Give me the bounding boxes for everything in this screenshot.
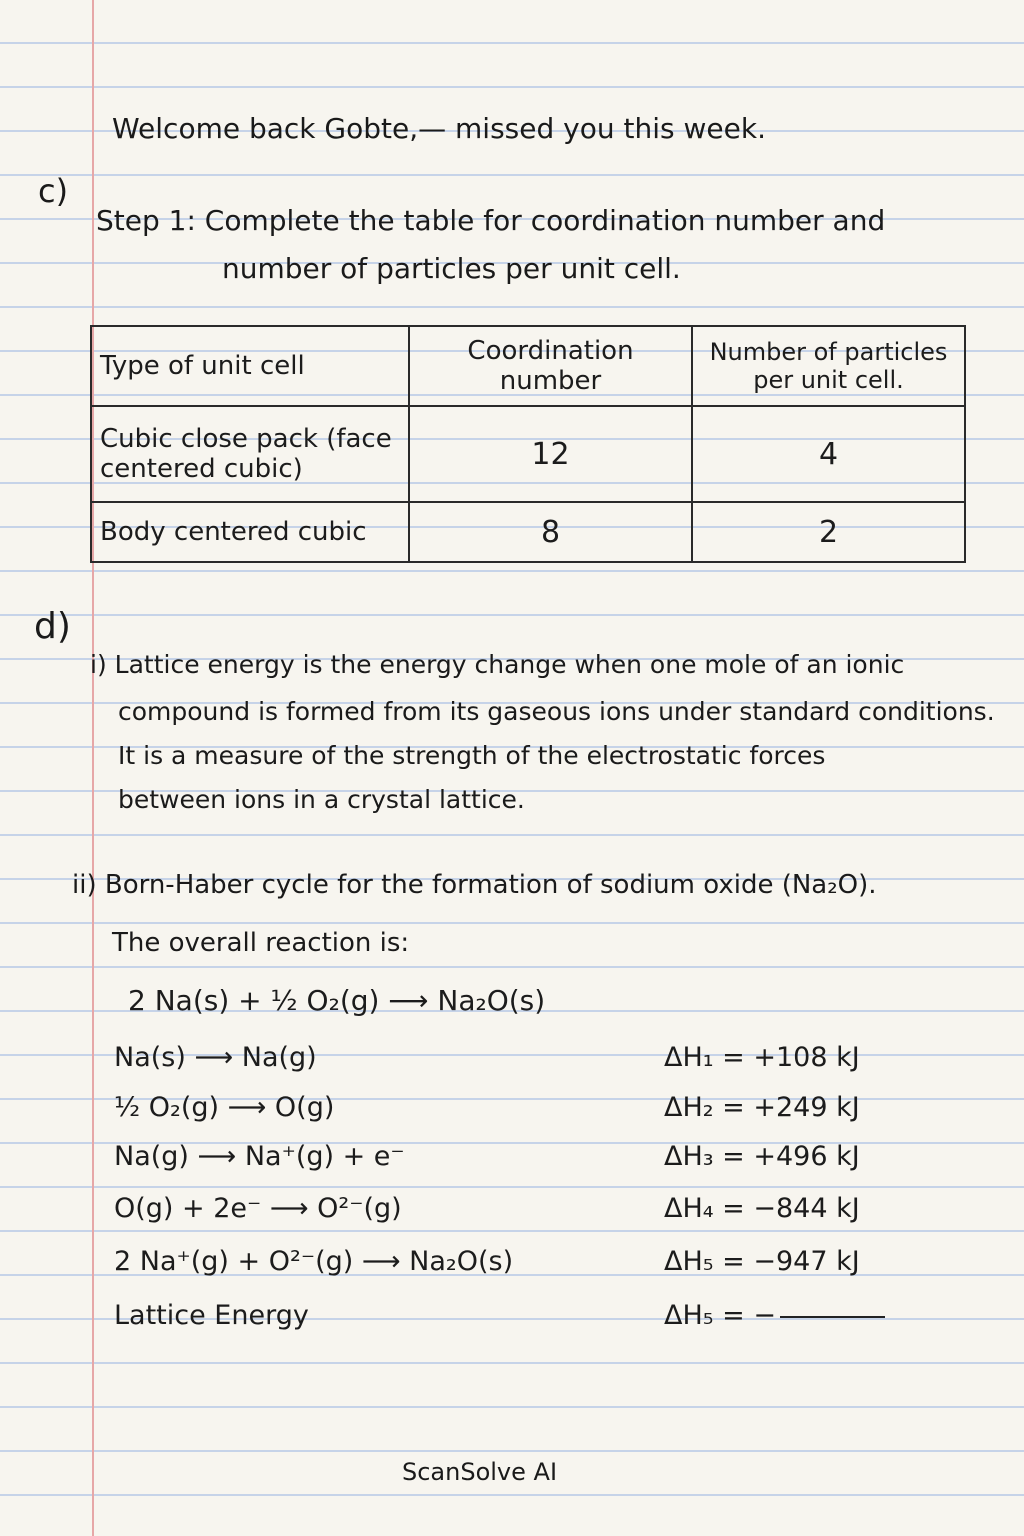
overall-reaction-label: The overall reaction is: xyxy=(112,928,410,958)
definition-line-1: i) Lattice energy is the energy change when one mole of an ionic xyxy=(90,650,905,679)
table-row xyxy=(91,502,965,562)
part-d-label: d) xyxy=(34,606,71,647)
header-particles: Number of particles per unit cell. xyxy=(692,326,965,406)
step-enthalpy: ΔH₁ = +108 kJ xyxy=(664,1042,860,1073)
header-type: Type of unit cell xyxy=(91,326,409,406)
step-enthalpy: ΔH₂ = +249 kJ xyxy=(664,1092,860,1123)
step-enthalpy: ΔH₃ = +496 kJ xyxy=(664,1141,860,1172)
step-reaction: Na(s) ⟶ Na(g) xyxy=(114,1042,317,1073)
definition-line-3: It is a measure of the strength of the electrostatic forces xyxy=(118,741,826,770)
greeting: Welcome back Gobte,— missed you this week. xyxy=(112,112,766,145)
cell-particles: 4 xyxy=(692,406,965,502)
step-reaction: 2 Na⁺(g) + O²⁻(g) ⟶ Na₂O(s) xyxy=(114,1246,514,1277)
step-line-2: number of particles per unit cell. xyxy=(222,252,681,285)
margin-line xyxy=(92,0,94,1536)
cell-type: Body centered cubic xyxy=(91,502,409,562)
born-haber-title: ii) Born-Haber cycle for the formation of sodium oxide (Na₂O). xyxy=(72,870,877,900)
step-reaction: O(g) + 2e⁻ ⟶ O²⁻(g) xyxy=(114,1193,402,1224)
table-header-row xyxy=(91,326,965,406)
step-reaction: Na(g) ⟶ Na⁺(g) + e⁻ xyxy=(114,1141,405,1172)
footer-brand: ScanSolve AI xyxy=(402,1458,558,1486)
table-row xyxy=(91,406,965,502)
step-enthalpy: ΔH₅ = −947 kJ xyxy=(664,1246,860,1277)
lattice-energy-label: Lattice Energy xyxy=(114,1300,309,1331)
answer-blank xyxy=(780,1315,885,1318)
overall-equation: 2 Na(s) + ½ O₂(g) ⟶ Na₂O(s) xyxy=(128,984,546,1017)
cell-coordination: 8 xyxy=(409,502,692,562)
header-coordination: Coordination number xyxy=(409,326,692,406)
part-c-label: c) xyxy=(38,172,69,210)
lattice-energy-value: ΔH₅ = − xyxy=(664,1300,777,1331)
step-line-1: Step 1: Complete the table for coordination number and xyxy=(96,204,886,237)
definition-line-2: compound is formed from its gaseous ions under standard conditions. xyxy=(118,697,995,726)
cell-particles: 2 xyxy=(692,502,965,562)
lattice-energy-enthalpy xyxy=(664,1300,885,1331)
step-enthalpy: ΔH₄ = −844 kJ xyxy=(664,1193,860,1224)
step-reaction: ½ O₂(g) ⟶ O(g) xyxy=(114,1092,335,1123)
definition-line-4: between ions in a crystal lattice. xyxy=(118,785,525,814)
cell-coordination: 12 xyxy=(409,406,692,502)
unit-cell-table xyxy=(90,325,966,563)
cell-type: Cubic close pack (face centered cubic) xyxy=(91,406,409,502)
